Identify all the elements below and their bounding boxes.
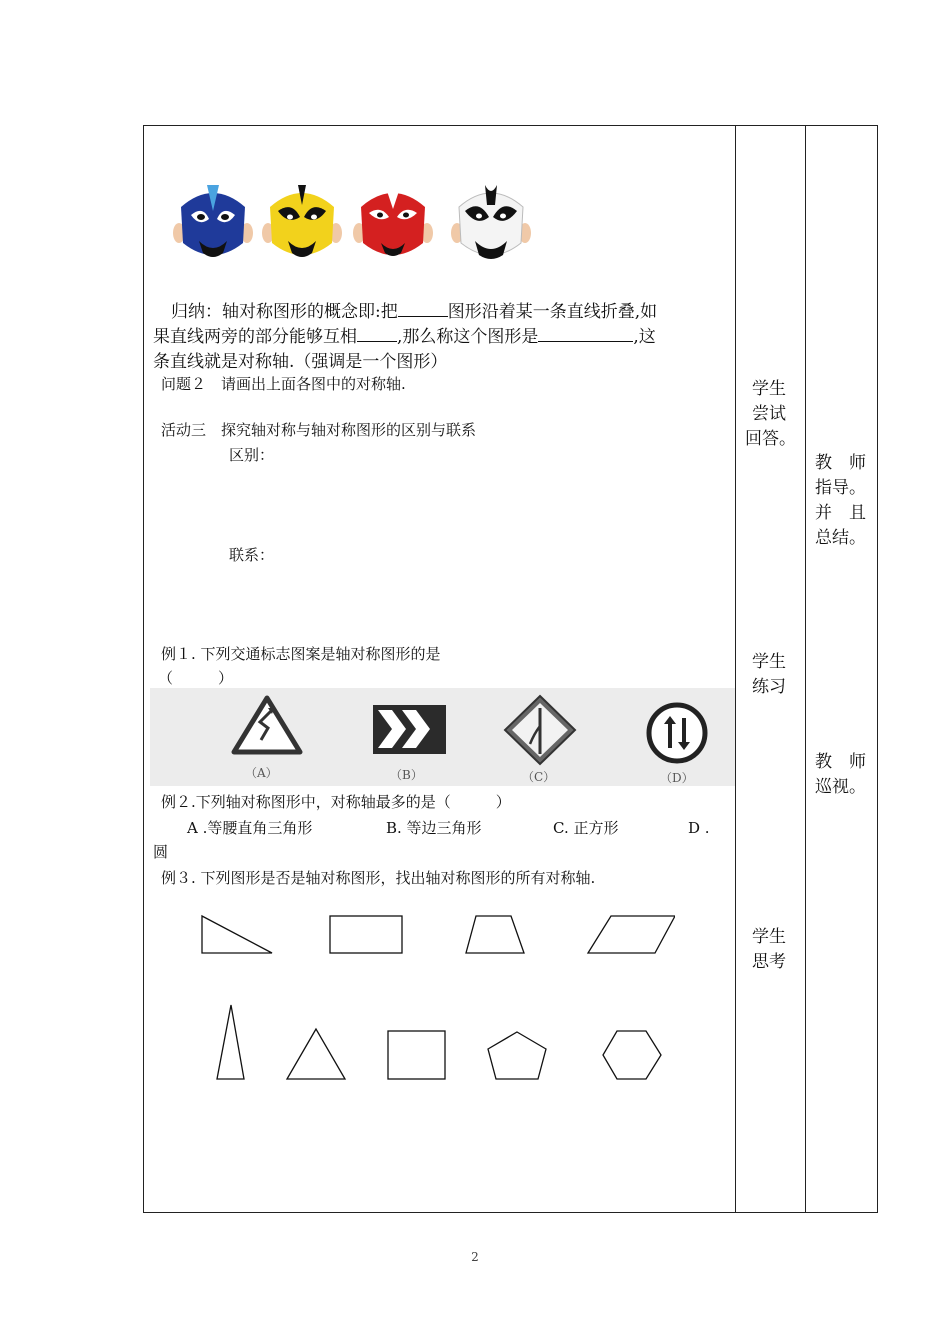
example-2-option-d: D .: [688, 819, 710, 837]
induction-prefix: 归纳：轴对称图形的概念即:把: [171, 302, 398, 322]
example-2-option-a: A .等腰直角三角形: [187, 819, 313, 837]
red-mask-icon: [353, 185, 433, 256]
column-divider-2: [805, 125, 806, 1213]
sign-d-icon: [649, 705, 705, 761]
activity-3-title: 活动三 探究轴对称与轴对称图形的区别与联系: [161, 421, 477, 439]
induction-line2-c: ,这: [633, 327, 656, 347]
example-3-question: 例３. 下列图形是否是轴对称图形，找出轴对称图形的所有对称轴.: [161, 869, 596, 887]
sign-c-icon: [505, 696, 575, 764]
right-triangle-shape: [202, 916, 272, 953]
blue-mask-icon: [173, 185, 253, 257]
column-divider-1: [735, 125, 736, 1213]
sign-c-label: （C）: [522, 770, 556, 784]
induction-line-2: [153, 325, 656, 350]
student-note-3-line-2: 思考: [752, 952, 786, 972]
white-mask-icon: [451, 185, 531, 259]
parallelogram-shape: [588, 916, 675, 953]
student-note-2-line-2: 练习: [752, 677, 786, 697]
student-note-1-line-2: 尝试: [752, 404, 786, 424]
blank-2: [357, 325, 397, 342]
shapes-figure: [195, 905, 675, 1090]
student-note-1-line-1: 学生: [752, 379, 786, 399]
student-note-3-line-1: 学生: [752, 927, 786, 947]
example-2-question: 例２.下列轴对称图形中，对称轴最多的是（ ）: [161, 793, 511, 811]
sign-d-label: （D）: [660, 771, 694, 785]
induction-line-1: [171, 300, 657, 325]
teacher-note-1-line-1: 教 师: [815, 453, 866, 473]
example-1-paren: （ ）: [158, 669, 234, 687]
induction-line2-b: ,那么称这个图形是: [397, 327, 539, 347]
relation-label: 联系：: [229, 546, 275, 564]
sign-b-icon: [373, 705, 446, 754]
teacher-note-1-line-2: 指导。: [815, 478, 866, 498]
pentagon-shape: [488, 1032, 546, 1079]
rectangle-shape: [330, 916, 402, 953]
traffic-signs-svg: [150, 688, 735, 786]
trapezoid-shape: [466, 916, 524, 953]
sign-a-label: （A）: [245, 766, 278, 780]
example-2-option-b: B. 等边三角形: [386, 819, 482, 837]
teacher-note-2-line-1: 教 师: [815, 752, 866, 772]
blank-1: [398, 300, 448, 317]
teacher-note-1-line-3: 并 且: [815, 503, 866, 523]
sign-a-icon: [234, 698, 300, 752]
equilateral-triangle-shape: [287, 1029, 345, 1079]
example-2-option-d-text: 圆: [153, 843, 169, 861]
teacher-note-1-line-4: 总结。: [815, 528, 866, 548]
question-2: 问题２ 请画出上面各图中的对称轴.: [161, 375, 406, 393]
yellow-mask-icon: [262, 185, 342, 257]
induction-mid1: 图形沿着某一条直线折叠,如: [447, 302, 658, 322]
teacher-note-2-line-2: 巡视。: [815, 777, 866, 797]
sign-b-label: （B）: [390, 768, 423, 782]
induction-line2-a: 果直线两旁的部分能够互相: [153, 327, 357, 347]
hexagon-shape: [603, 1031, 661, 1079]
student-note-1-line-3: 回答。: [745, 429, 796, 449]
opera-masks-image: [165, 183, 545, 268]
isosceles-triangle-shape: [217, 1005, 244, 1079]
induction-line-3: 条直线就是对称轴.（强调是一个图形）: [153, 352, 448, 372]
example-2-option-c: C. 正方形: [553, 819, 619, 837]
square-shape: [388, 1031, 445, 1079]
student-note-2-line-1: 学生: [752, 652, 786, 672]
blank-3: [538, 325, 633, 342]
difference-label: 区别：: [229, 446, 275, 464]
example-1-question: 例１. 下列交通标志图案是轴对称图形的是: [161, 645, 441, 663]
page-number: 2: [471, 1250, 479, 1264]
